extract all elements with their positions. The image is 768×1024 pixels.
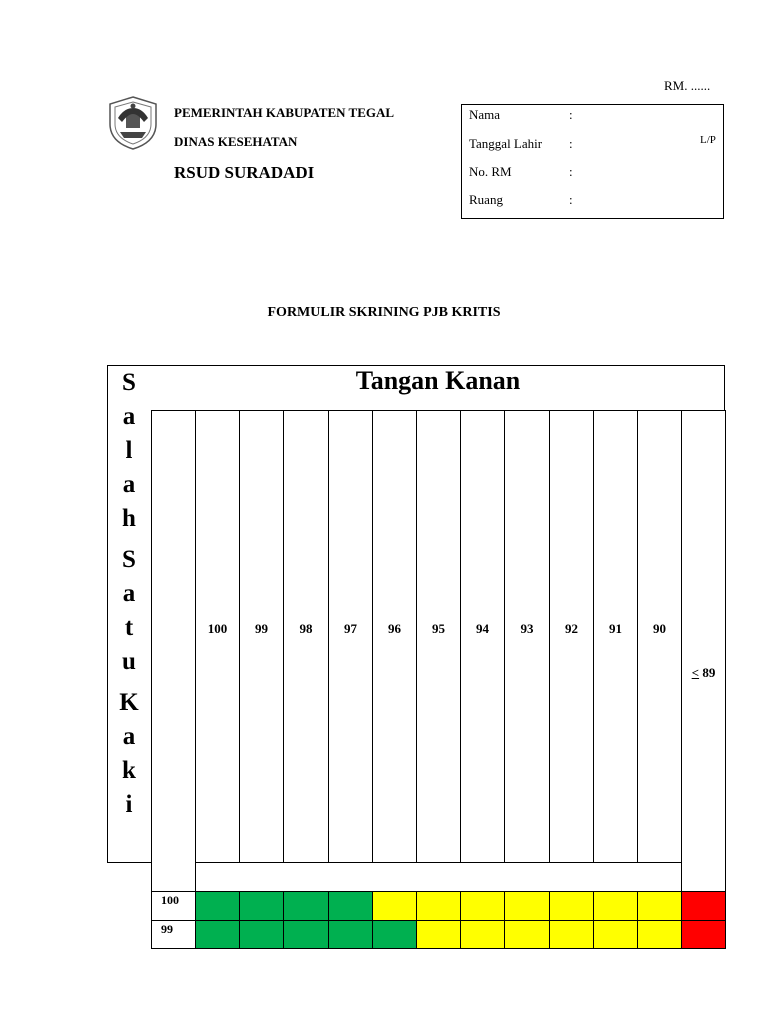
result-cell-red[interactable] [681, 920, 726, 949]
row-title-letter: S [122, 369, 136, 396]
column-header-cell [239, 410, 284, 863]
hospital-name: RSUD SURADADI [174, 163, 315, 182]
row-title-letter: a [122, 471, 136, 498]
row-title-letter: a [122, 403, 136, 430]
column-header-value: 90 [653, 621, 666, 636]
result-cell-yellow[interactable] [504, 891, 550, 921]
result-cell-yellow[interactable] [593, 891, 638, 921]
result-cell-green[interactable] [283, 891, 329, 921]
column-header-value: 97 [344, 621, 357, 636]
name-colon: : [569, 107, 573, 122]
result-cell-yellow[interactable] [593, 920, 638, 949]
row-label-cell [151, 920, 196, 949]
column-header-cell [637, 410, 682, 863]
government-name: PEMERINTAH KABUPATEN TEGAL [174, 105, 395, 120]
row-title-letter: h [122, 505, 136, 532]
room-label: Ruang [469, 192, 503, 207]
gender-label: L/P [700, 134, 716, 146]
column-group-title: Tangan Kanan [355, 366, 521, 395]
column-header-cell [372, 410, 417, 863]
row-title-letter: a [122, 723, 136, 750]
result-cell-red[interactable] [681, 891, 726, 921]
row-title-letter: l [125, 437, 133, 464]
column-header-value: 99 [255, 621, 268, 636]
result-cell-green[interactable] [328, 891, 373, 921]
row-title-letter: u [122, 648, 136, 675]
birthdate-field[interactable] [469, 136, 573, 152]
column-header-value: 95 [432, 621, 445, 636]
record-number-label: No. RM [469, 164, 512, 179]
column-header-value: 92 [565, 621, 578, 636]
birthdate-label: Tanggal Lahir [469, 136, 543, 151]
patient-identity-box [461, 104, 724, 219]
rm-number: RM. ...... [664, 78, 711, 93]
name-field[interactable] [469, 107, 573, 123]
column-header-value: 100 [207, 621, 228, 636]
row-title-letter: K [119, 689, 139, 716]
result-cell-yellow[interactable] [637, 920, 682, 949]
result-cell-yellow[interactable] [504, 920, 550, 949]
result-cell-yellow[interactable] [460, 920, 505, 949]
column-header-cell [681, 410, 726, 892]
column-header-cell [593, 410, 638, 863]
row-group-title [107, 366, 151, 822]
spacer-row [195, 862, 682, 892]
result-cell-yellow[interactable] [372, 891, 417, 921]
column-header-cell [195, 410, 240, 863]
column-header-cell [504, 410, 550, 863]
column-header-cell [416, 410, 461, 863]
column-header-value: 96 [388, 621, 401, 636]
column-header-value: 89 [699, 665, 716, 680]
row-label-column [151, 410, 196, 949]
row-title-letter: i [125, 791, 133, 818]
result-cell-yellow[interactable] [416, 891, 461, 921]
row-title-letter: t [124, 614, 134, 641]
result-cell-green[interactable] [328, 920, 373, 949]
room-field[interactable] [469, 192, 573, 208]
result-cell-green[interactable] [283, 920, 329, 949]
column-header-last [682, 665, 725, 681]
regency-emblem-icon [104, 94, 162, 152]
room-colon: : [569, 192, 573, 207]
column-header-cell [549, 410, 594, 863]
result-cell-green[interactable] [195, 920, 240, 949]
result-cell-yellow[interactable] [549, 891, 594, 921]
row-title-letter: a [122, 580, 136, 607]
result-cell-yellow[interactable] [549, 920, 594, 949]
result-cell-yellow[interactable] [460, 891, 505, 921]
row-title-letter: S [122, 546, 136, 573]
column-header-value: 93 [520, 621, 534, 636]
less-equal-symbol: < [691, 665, 700, 680]
form-title: FORMULIR SKRINING PJB KRITIS [267, 305, 501, 320]
result-cell-green[interactable] [372, 920, 417, 949]
result-cell-green[interactable] [239, 891, 284, 921]
birthdate-colon: : [569, 136, 573, 151]
row-label-value: 99 [161, 922, 173, 936]
record-number-field[interactable] [469, 164, 573, 180]
column-header-cell [283, 410, 329, 863]
result-cell-green[interactable] [195, 891, 240, 921]
record-number-colon: : [569, 164, 573, 179]
column-header-cell [328, 410, 373, 863]
row-label-value: 100 [161, 893, 179, 907]
name-label: Nama [469, 107, 501, 122]
column-header-value: 91 [609, 621, 622, 636]
result-cell-green[interactable] [239, 920, 284, 949]
column-header-value: 98 [299, 621, 313, 636]
row-label-cell [151, 891, 196, 921]
column-header-value: 94 [476, 621, 489, 636]
health-office-name: DINAS KESEHATAN [174, 134, 298, 149]
row-title-letter: k [122, 757, 136, 784]
result-cell-yellow[interactable] [416, 920, 461, 949]
result-cell-yellow[interactable] [637, 891, 682, 921]
column-header-cell [460, 410, 505, 863]
